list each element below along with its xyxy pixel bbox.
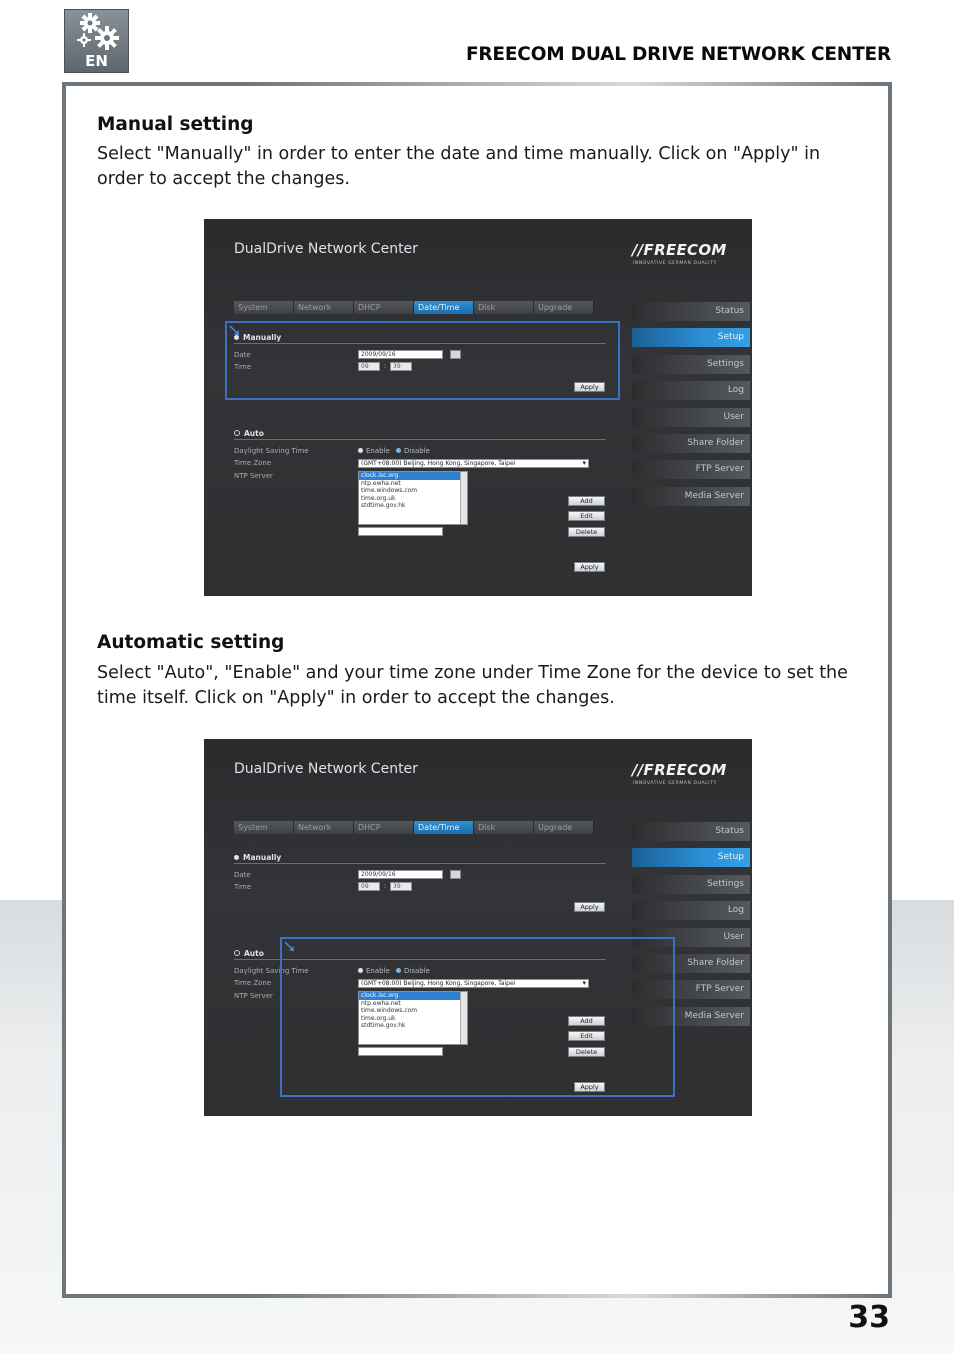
- disable-label: Disable: [404, 447, 430, 455]
- brand-logo: //FREECOM: [632, 761, 727, 779]
- tab-dhcp[interactable]: DHCP: [354, 821, 414, 834]
- list-item[interactable]: clock.isc.org: [359, 992, 467, 1000]
- sidebar-item-settings[interactable]: Settings: [632, 875, 750, 894]
- list-item[interactable]: time.windows.com: [361, 1007, 418, 1014]
- manual-setting-heading: Manual setting: [97, 114, 254, 135]
- sidebar-item-status[interactable]: Status: [632, 822, 750, 841]
- tab-date-time[interactable]: Date/Time: [414, 301, 474, 314]
- delete-button[interactable]: Delete: [568, 527, 605, 537]
- automatic-setting-heading: Automatic setting: [97, 632, 285, 653]
- enable-label: Enable: [366, 447, 390, 455]
- page-number: 33: [848, 1300, 890, 1335]
- manual-apply-button[interactable]: Apply: [574, 382, 605, 392]
- ntp-server-input[interactable]: [358, 527, 443, 536]
- ntp-label: NTP Server: [234, 992, 273, 1000]
- tab-bar: [234, 301, 594, 314]
- radio-dot: [358, 448, 363, 453]
- language-badge: [64, 9, 129, 73]
- list-item[interactable]: clock.isc.org: [359, 472, 467, 480]
- sidebar-item-setup[interactable]: Setup: [632, 328, 750, 347]
- screenshot-manual: [204, 219, 752, 596]
- calendar-icon[interactable]: [450, 870, 461, 879]
- add-button[interactable]: Add: [568, 1016, 605, 1026]
- sidebar-item-media-server[interactable]: Media Server: [632, 1007, 750, 1026]
- highlight-box: [225, 321, 620, 400]
- app-title: DualDrive Network Center: [234, 761, 418, 777]
- tab-dhcp[interactable]: DHCP: [354, 301, 414, 314]
- sidebar-item-ftp-server[interactable]: FTP Server: [632, 460, 750, 479]
- date-label: Date: [234, 871, 251, 879]
- tab-date-time[interactable]: Date/Time: [414, 821, 474, 834]
- minute-select[interactable]: 39: [390, 882, 412, 891]
- document-title: FREECOM DUAL DRIVE NETWORK CENTER: [465, 44, 891, 65]
- list-item[interactable]: stdtime.gov.hk: [361, 502, 406, 509]
- timezone-select[interactable]: (GMT+08:00) Beijing, Hong Kong, Singapore, Taipei ▾: [358, 979, 589, 988]
- tab-network[interactable]: Network: [294, 301, 354, 314]
- radio-dot: [396, 448, 401, 453]
- brand-logo: //FREECOM: [632, 241, 727, 259]
- list-item[interactable]: ntp.ewha.net: [361, 479, 401, 487]
- ntp-server-list[interactable]: [358, 471, 468, 525]
- tab-bar: [234, 821, 594, 834]
- manual-setting-text: Select "Manually" in order to enter the date and time manually. Click on "Apply" in order to accept the changes.: [97, 144, 821, 189]
- sidebar-item-status[interactable]: Status: [632, 302, 750, 321]
- sidebar-item-user[interactable]: User: [632, 408, 750, 427]
- disable-label: Disable: [404, 967, 430, 975]
- date-input[interactable]: 2009/09/16: [358, 870, 443, 879]
- app-title: DualDrive Network Center: [234, 241, 418, 257]
- arrow-icon: [229, 325, 241, 337]
- tab-system[interactable]: System: [234, 821, 294, 834]
- time-label: Time: [234, 883, 252, 891]
- scrollbar[interactable]: [460, 472, 467, 524]
- auto-radio[interactable]: Auto: [234, 949, 264, 958]
- brand-tagline: INNOVATIVE GERMAN QUALITY: [633, 781, 717, 786]
- sidebar-item-user[interactable]: User: [632, 928, 750, 947]
- list-item[interactable]: ntp.ewha.net: [361, 999, 401, 1007]
- minute-select[interactable]: 39: [390, 362, 412, 371]
- sidebar-item-ftp-server[interactable]: FTP Server: [632, 980, 750, 999]
- date-input[interactable]: 2009/09/16: [358, 350, 443, 359]
- list-item[interactable]: stdtime.gov.hk: [361, 1022, 406, 1029]
- sidebar-item-share-folder[interactable]: Share Folder: [632, 954, 750, 973]
- list-item[interactable]: time.windows.com: [361, 487, 418, 494]
- divider: [234, 863, 606, 864]
- sidebar-item-log[interactable]: Log: [632, 381, 750, 400]
- edit-button[interactable]: Edit: [568, 1031, 605, 1041]
- list-item[interactable]: time.org.uk: [361, 494, 396, 502]
- screenshot-automatic: [204, 739, 752, 1116]
- tab-disk[interactable]: Disk: [474, 821, 534, 834]
- tab-system[interactable]: System: [234, 301, 294, 314]
- sidebar-item-log[interactable]: Log: [632, 901, 750, 920]
- ntp-label: NTP Server: [234, 472, 273, 480]
- tab-upgrade[interactable]: Upgrade: [534, 821, 594, 834]
- language-code: EN: [85, 52, 108, 70]
- auto-apply-button[interactable]: Apply: [574, 562, 605, 572]
- automatic-setting-text: Select "Auto", "Enable" and your time zone under Time Zone for the device to set the time itself. Click on "Apply" in order to accept the changes.: [97, 663, 848, 708]
- dst-enable-radio[interactable]: [358, 447, 390, 455]
- edit-button[interactable]: Edit: [568, 511, 605, 521]
- highlight-box: [280, 937, 675, 1097]
- time-label: Time: [234, 363, 252, 371]
- divider: [234, 439, 606, 440]
- dst-label: Daylight Saving Time: [234, 967, 309, 975]
- list-item[interactable]: time.org.uk: [361, 1014, 396, 1022]
- sidebar-item-share-folder[interactable]: Share Folder: [632, 434, 750, 453]
- tab-upgrade[interactable]: Upgrade: [534, 301, 594, 314]
- brand-tagline: INNOVATIVE GERMAN QUALITY: [633, 261, 717, 266]
- manually-radio[interactable]: Manually: [234, 333, 281, 342]
- sidebar-item-media-server[interactable]: Media Server: [632, 487, 750, 506]
- tab-network[interactable]: Network: [294, 821, 354, 834]
- delete-button[interactable]: Delete: [568, 1047, 605, 1057]
- dst-disable-radio[interactable]: [396, 447, 430, 455]
- timezone-label: Time Zone: [234, 459, 272, 467]
- hour-select[interactable]: 09: [358, 362, 380, 371]
- time-colon: :: [384, 882, 387, 890]
- time-colon: :: [384, 362, 387, 370]
- add-button[interactable]: Add: [568, 496, 605, 506]
- enable-label: Enable: [366, 967, 390, 975]
- sidebar-item-setup[interactable]: Setup: [632, 848, 750, 867]
- timezone-select[interactable]: (GMT+08:00) Beijing, Hong Kong, Singapore, Taipei ▾: [358, 459, 589, 468]
- manual-apply-button[interactable]: Apply: [574, 902, 605, 912]
- gears-icon: [75, 12, 120, 52]
- auto-radio[interactable]: Auto: [234, 429, 264, 438]
- tab-disk[interactable]: Disk: [474, 301, 534, 314]
- dst-label: Daylight Saving Time: [234, 447, 309, 455]
- timezone-label: Time Zone: [234, 979, 272, 987]
- date-label: Date: [234, 351, 251, 359]
- arrow-icon: [284, 941, 296, 953]
- manually-radio[interactable]: Manually: [234, 853, 281, 862]
- auto-apply-button[interactable]: Apply: [574, 1082, 605, 1092]
- sidebar-item-settings[interactable]: Settings: [632, 355, 750, 374]
- hour-select[interactable]: 09: [358, 882, 380, 891]
